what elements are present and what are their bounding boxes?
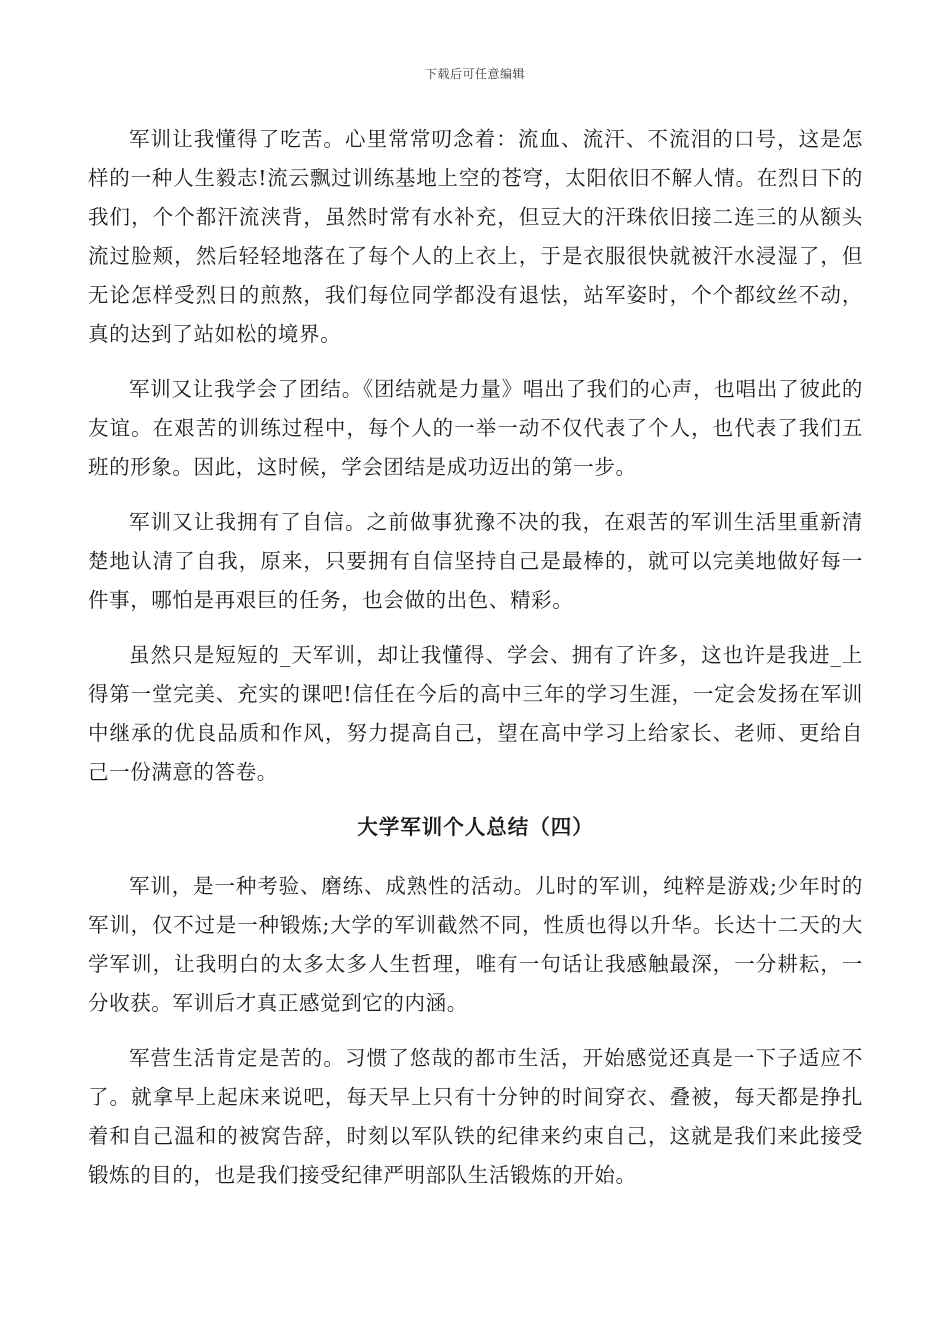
download-note: 下载后可任意编辑: [424, 67, 525, 81]
paragraph-camp-life: 军营生活肯定是苦的。习惯了悠哉的都市生活，开始感觉还真是一下子适应不了。就拿早上起床来说吧，每天早上只有十分钟的时间穿衣、叠被，每天都是挣扎着和自己温和的被窝告辞，时刻以军队铁的纪律来约束自己，这就是我们来此接受锻炼的目的，也是我们接受纪律严明部队生活锻炼的开始。: [88, 1046, 863, 1187]
section-title: 大学军训个人总结（四）: [357, 815, 594, 839]
paragraph-conclusion: 虽然只是短短的_天军训，却让我懂得、学会、拥有了许多，这也许是我进_上得第一堂完美、充实的课吧!信任在今后的高中三年的学习生涯，一定会发扬在军训中继承的优良品质和作风，努力提高自己，望在高中学习上给家长、老师、更给自己一份满意的答卷。: [88, 643, 863, 784]
paragraph-unity: 军训又让我学会了团结。《团结就是力量》唱出了我们的心声，也唱出了彼此的友谊。在艰苦的训练过程中，每个人的一举一动不仅代表了个人，也代表了我们五班的形象。因此，这时候，学会团结是成功迈出的第一步。: [88, 377, 863, 479]
paragraph-confidence: 军训又让我拥有了自信。之前做事犹豫不决的我，在艰苦的军训生活里重新清楚地认清了自我，原来，只要拥有自信坚持自己是最棒的，就可以完美地做好每一件事，哪怕是再艰巨的任务，也会做的出色、精彩。: [88, 510, 863, 612]
paragraph-hardship: 军训让我懂得了吃苦。心里常常叨念着：流血、流汗、不流泪的口号，这是怎样的一种人生毅志!流云飘过训练基地上空的苍穹，太阳依旧不解人情。在烈日下的我们，个个都汗流浃背，虽然时常有水补充，但豆大的汗珠依旧接二连三的从额头流过脸颊，然后轻轻地落在了每个人的上衣上，于是衣服很快就被汗水浸湿了，但无论怎样受烈日的煎熬，我们每位同学都没有退怯，站军姿时，个个都纹丝不动，真的达到了站如松的境界。: [88, 127, 863, 346]
paragraph-introduction: 军训，是一种考验、磨练、成熟性的活动。儿时的军训，纯粹是游戏;少年时的军训，仅不过是一种锻炼;大学的军训截然不同，性质也得以升华。长达十二天的大学军训，让我明白的太多太多人生哲理，唯有一句话让我感触最深，一分耕耘，一分收获。军训后才真正感觉到它的内涵。: [88, 874, 863, 1015]
document-body: [88, 120, 863, 1211]
